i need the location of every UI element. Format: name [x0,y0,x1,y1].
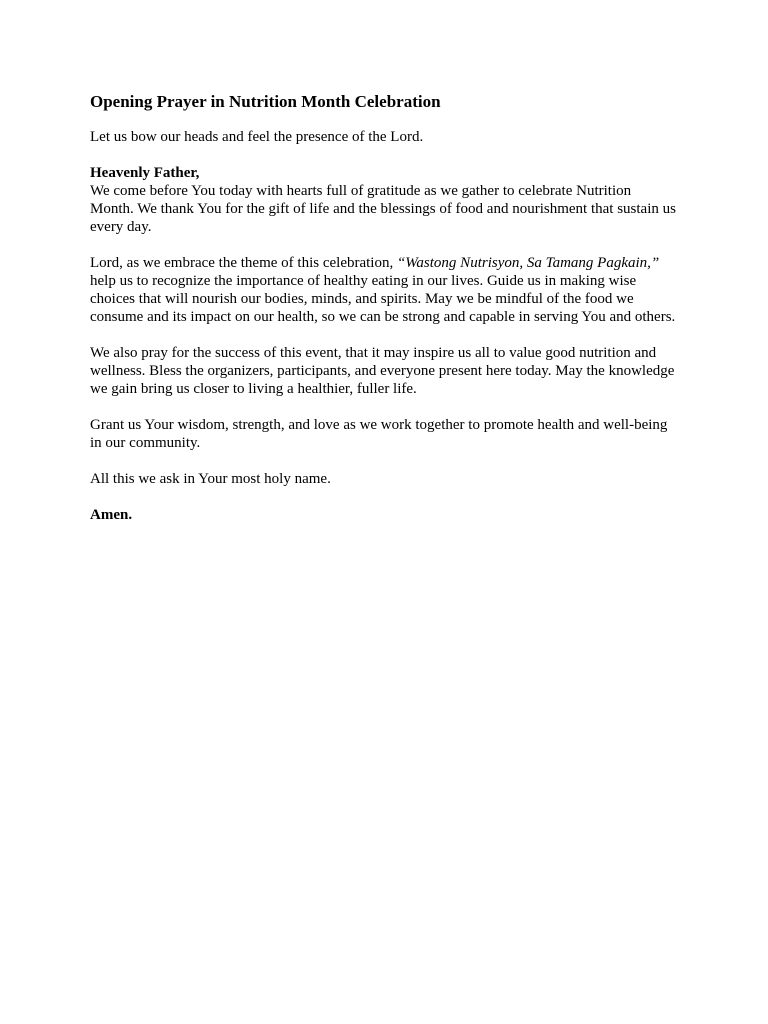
document-page [90,91,678,524]
paragraph-theme [90,254,678,326]
theme-quote: “Wastong Nutrisyon, Sa Tamang Pagkain,” [396,255,660,271]
salutation: Heavenly Father, [90,165,200,181]
closing-line: All this we ask in Your most holy name. [90,471,331,487]
amen: Amen. [90,507,133,523]
paragraph-theme-lead: Lord, as we embrace the theme of this celebration, [90,255,397,271]
intro-paragraph: Let us bow our heads and feel the presence of the Lord. [90,129,424,145]
document-title: Opening Prayer in Nutrition Month Celebration [90,92,441,111]
paragraph-gratitude: We come before You today with hearts full of gratitude as we gather to celebrate Nutrition Month. We thank You for the gift of life and the blessings of food and nourishment that sustain us every day. [90,183,676,235]
paragraph-wisdom: Grant us Your wisdom, strength, and love as we work together to promote health and well-being in our community. [90,417,668,451]
paragraph-theme-rest: help us to recognize the importance of healthy eating in our lives. Guide us in making wise choices that will nourish our bodies, minds, and spirits. May we be mindful of the food we consume and its impact on our health, so we can be strong and capable in serving You and others. [90,273,676,325]
paragraph-event: We also pray for the success of this event, that it may inspire us all to value good nutrition and wellness. Bless the organizers, participants, and everyone present here today. May the knowledge we gain bring us closer to living a healthier, fuller life. [90,345,675,397]
